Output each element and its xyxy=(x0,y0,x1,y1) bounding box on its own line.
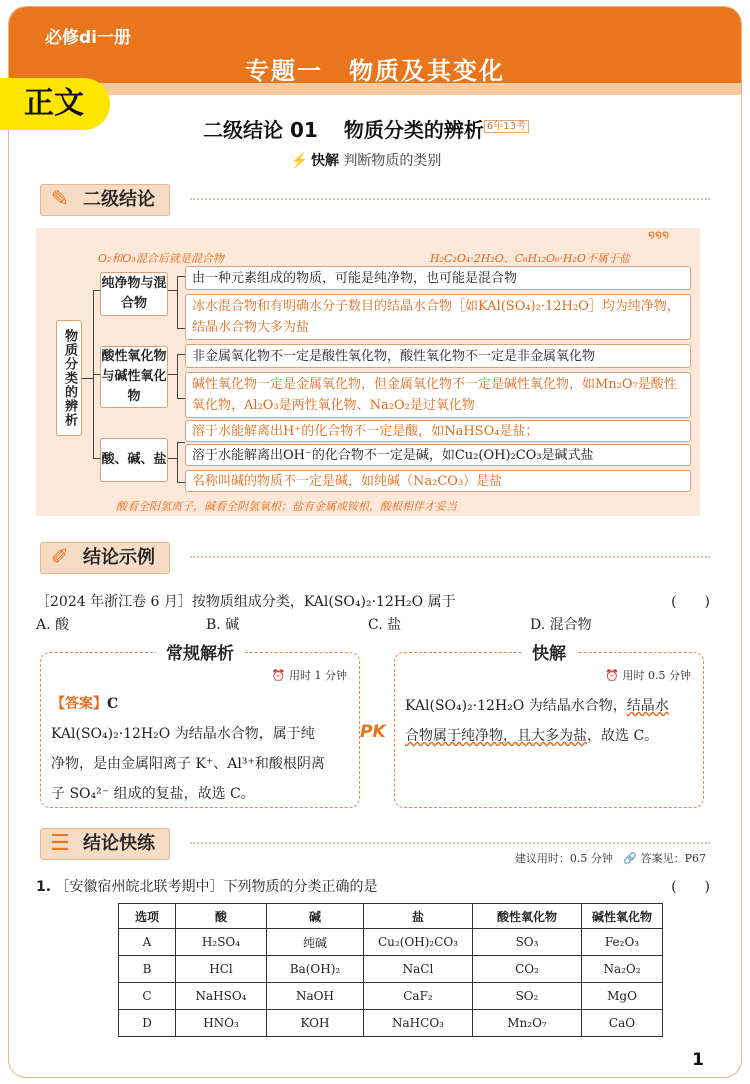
option-a: A. 酸 xyxy=(36,617,70,633)
table-cell: NaHCO₃ xyxy=(364,1010,473,1037)
table-cell: KOH xyxy=(267,1010,364,1037)
question-text: ［安徽宿州皖北联考期中］下列物质的分类正确的是 xyxy=(55,879,378,895)
map-note-top-right: H₂C₂O₄·2H₂O、C₆H₁₂O₆·H₂O不属于盐 xyxy=(430,252,630,265)
section-title-sub: 物质分类的辨析 xyxy=(343,118,484,142)
table-cell: Ba(OH)₂ xyxy=(267,956,364,983)
map-row: 非金属氧化物不一定是酸性氧化物，酸性氧化物不一定是非金属氧化物 xyxy=(185,344,691,368)
map-row: 名称叫碱的物质不一定是碱，如纯碱（Na₂CO₃）是盐 xyxy=(185,470,691,492)
quick-timer: ⏰ 用时 0.5 分钟 xyxy=(605,669,691,682)
table-cell: H₂SO₄ xyxy=(176,929,267,956)
quick-line: KAl(SO₄)₂·12H₂O 为结晶水合物，结晶水 xyxy=(405,698,669,714)
connector xyxy=(177,398,185,399)
map-note-bottom: 酸看全阳氢离子，碱看全阴氢氧根；盐有金属或铵根，酸根相伴才妥当 xyxy=(116,500,457,513)
topic-title: 专题一 物质及其变化 xyxy=(245,56,505,85)
option-d: D. 混合物 xyxy=(530,617,592,633)
table-cell: SO₂ xyxy=(473,983,582,1010)
table-cell: NaCl xyxy=(364,956,473,983)
table-cell: B xyxy=(119,956,176,983)
table-cell: HCl xyxy=(176,956,267,983)
answer-value: C xyxy=(107,696,119,712)
suggest-time: 建议用时：0.5 分钟 xyxy=(514,852,613,865)
map-row: 溶于水能解离出H⁺的化合物不一定是酸，如NaHSO₄是盐； xyxy=(185,420,691,442)
conclusion-header-label: ✎ 二级结论 xyxy=(40,184,170,216)
pencil-icon: ✐ xyxy=(50,545,70,570)
connector xyxy=(177,276,178,328)
connector xyxy=(177,354,178,398)
table-cell: SO₃ xyxy=(473,929,582,956)
table-cell: CaF₂ xyxy=(364,983,473,1010)
table-cell: NaOH xyxy=(267,983,364,1010)
table-header: 酸 xyxy=(176,904,267,929)
connector xyxy=(177,354,185,355)
map-row: 由一种元素组成的物质，可能是纯净物，也可能是混合物 xyxy=(185,266,691,290)
concept-map xyxy=(36,228,700,516)
table-header-row xyxy=(119,904,663,929)
regular-solution-title: 常规解析 xyxy=(156,639,244,664)
answer-paren: ( ) xyxy=(671,594,710,610)
quick-solution-card xyxy=(394,644,704,808)
practice-question xyxy=(36,876,378,896)
table-row xyxy=(119,929,663,956)
conclusion-section-header xyxy=(40,184,712,216)
regular-solution-card xyxy=(40,644,360,808)
quick-line: 合物属于纯净物，且大多为盐，故选 C。 xyxy=(405,728,659,744)
connector xyxy=(177,276,185,277)
quick-solution-body xyxy=(405,691,693,751)
quick-solution-title: 快解 xyxy=(522,639,576,664)
quick-label: 快解 xyxy=(310,153,339,169)
curl-icon: ໑໑໑ xyxy=(648,228,670,241)
dotted-rule xyxy=(190,198,710,200)
dotted-rule xyxy=(190,556,710,558)
connector xyxy=(177,328,185,329)
table-header: 酸性氧化物 xyxy=(473,904,582,929)
map-row: 溶于水能解离出OH⁻的化合物不一定是碱，如Cu₂(OH)₂CO₃是碱式盐 xyxy=(185,444,691,466)
table-cell: HNO₃ xyxy=(176,1010,267,1037)
notebook-icon: ☰ xyxy=(50,831,70,856)
lightning-icon: ⚡ xyxy=(290,153,308,169)
practice-answer-paren: ( ) xyxy=(671,879,710,895)
table-row xyxy=(119,956,663,983)
example-section-header xyxy=(40,542,712,574)
alarm-clock-icon: ⏰ xyxy=(271,669,286,682)
solution-line: 子 SO₄²⁻ 组成的复盐，故选 C。 xyxy=(51,786,255,802)
table-header: 碱性氧化物 xyxy=(582,904,663,929)
table-cell: Mn₂O₇ xyxy=(473,1010,582,1037)
option-c: C. 盐 xyxy=(368,617,402,633)
table-cell: C xyxy=(119,983,176,1010)
map-row: 冰水混合物和有明确水分子数目的结晶水合物［如KAl(SO₄)₂·12H₂O］均为纯净物，结晶水合物大多为盐 xyxy=(185,294,691,340)
table-row xyxy=(119,983,663,1010)
table-cell: NaHSO₄ xyxy=(176,983,267,1010)
regular-solution-body xyxy=(51,689,349,809)
table-cell: Na₂O₂ xyxy=(582,956,663,983)
table-cell: D xyxy=(119,1010,176,1037)
question-number: 1. xyxy=(36,879,52,895)
category-pure-mixture: 纯净物与混合物 xyxy=(100,272,168,316)
practice-meta xyxy=(515,850,706,866)
table-cell: Cu₂(OH)₂CO₃ xyxy=(364,929,473,956)
table-cell: A xyxy=(119,929,176,956)
section-tag: 正文 xyxy=(0,78,110,130)
solution-line: 净物，是由金属阳离子 K⁺、Al³⁺和酸根阴离 xyxy=(51,756,325,772)
table-header: 选项 xyxy=(119,904,176,929)
regular-timer: ⏰ 用时 1 分钟 xyxy=(271,669,347,682)
connector xyxy=(177,482,185,483)
option-b: B. 碱 xyxy=(206,617,240,633)
connector xyxy=(177,442,178,482)
classification-table xyxy=(118,903,663,1037)
answer-ref: 答案见：P67 xyxy=(640,852,706,865)
dotted-rule xyxy=(190,842,710,844)
alarm-clock-icon: ⏰ xyxy=(605,669,619,682)
answer-line xyxy=(51,689,349,719)
category-acid-base-salt: 酸、碱、盐 xyxy=(100,438,168,482)
section-title xyxy=(0,114,732,143)
table-cell: MgO xyxy=(582,983,663,1010)
map-note-top-left: O₂和O₃混合后就是混合物 xyxy=(98,252,224,265)
quick-tip xyxy=(0,150,732,170)
quick-text: 判断物质的类别 xyxy=(343,153,442,169)
table-cell: Fe₂O₃ xyxy=(582,929,663,956)
link-icon: 🔗 xyxy=(623,852,638,865)
scroll-icon: ✎ xyxy=(50,187,70,212)
connector xyxy=(177,442,185,443)
table-cell: CO₂ xyxy=(473,956,582,983)
table-cell: CaO xyxy=(582,1010,663,1037)
practice-header-label: ☰ 结论快练 xyxy=(40,828,170,860)
page-number: 1 xyxy=(692,1050,704,1070)
table-row xyxy=(119,1010,663,1037)
table-header: 碱 xyxy=(267,904,364,929)
solution-line: KAl(SO₄)₂·12H₂O 为结晶水合物，属于纯 xyxy=(51,726,315,742)
map-root: 物质分类的辨析 xyxy=(56,320,82,436)
category-oxides: 酸性氧化物与碱性氧化物 xyxy=(100,346,168,408)
answer-label: 【答案】 xyxy=(51,696,107,712)
book-label: 必修di一册 xyxy=(45,28,131,48)
map-row: 碱性氧化物一定是金属氧化物，但金属氧化物不一定是碱性氧化物，如Mn₂O₇是酸性氧化物，Al₂O₃是两性氧化物、Na₂O₂是过氧化物 xyxy=(185,372,691,418)
exam-count-badge: 6年13考 xyxy=(484,120,529,133)
section-title-main: 二级结论 01 xyxy=(203,118,318,142)
table-cell: 纯碱 xyxy=(267,929,364,956)
example-header-label: ✐ 结论示例 xyxy=(40,542,170,574)
pk-badge: PK xyxy=(360,722,386,742)
table-header: 盐 xyxy=(364,904,473,929)
example-question: ［2024 年浙江卷 6 月］按物质组成分类，KAl(SO₄)₂·12H₂O 属于 xyxy=(36,594,456,610)
